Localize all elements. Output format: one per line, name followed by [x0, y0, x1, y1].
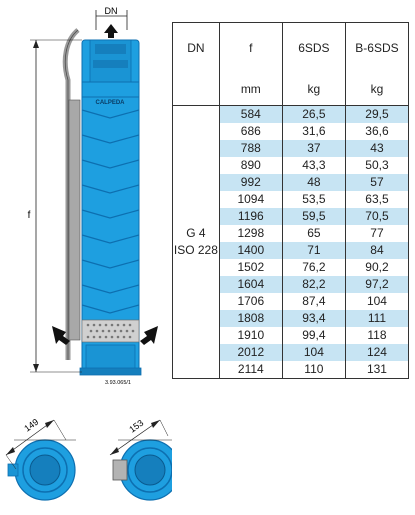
f-label: f	[27, 210, 31, 221]
cell-f: 2114	[219, 361, 282, 379]
cell-b6sds: 131	[345, 361, 408, 379]
cell-b6sds: 118	[345, 327, 408, 344]
cable-guard	[69, 100, 80, 340]
inlet-arrow-right-icon	[140, 326, 158, 345]
cell-f: 1808	[219, 310, 282, 327]
unit-dn	[173, 73, 220, 106]
cell-f: 584	[219, 106, 282, 124]
cell-b6sds: 90,2	[345, 259, 408, 276]
header-6sds: 6SDS	[282, 23, 345, 74]
dn-value-line2: ISO 228	[173, 243, 218, 257]
cell-b6sds: 29,5	[345, 106, 408, 124]
cell-6sds: 87,4	[282, 293, 345, 310]
cell-6sds: 65	[282, 225, 345, 242]
cell-6sds: 71	[282, 242, 345, 259]
cross-section-6sds	[8, 440, 76, 500]
diameter-label-left: 149	[22, 416, 41, 434]
header-b6sds: B-6SDS	[345, 23, 408, 74]
cell-f: 1604	[219, 276, 282, 293]
motor-section	[86, 345, 135, 369]
dn-value-line1: G 4	[186, 226, 206, 240]
cell-b6sds: 77	[345, 225, 408, 242]
cell-6sds: 48	[282, 174, 345, 191]
cell-f: 1706	[219, 293, 282, 310]
cell-f: 992	[219, 174, 282, 191]
cell-6sds: 31,6	[282, 123, 345, 140]
dn-label: DN	[104, 6, 118, 16]
cell-6sds: 26,5	[282, 106, 345, 124]
cell-b6sds: 111	[345, 310, 408, 327]
cell-f: 1298	[219, 225, 282, 242]
cell-6sds: 82,2	[282, 276, 345, 293]
cell-f: 1400	[219, 242, 282, 259]
cell-f: 1196	[219, 208, 282, 225]
header-f: f	[219, 23, 282, 74]
brand-label: CALPEDA	[95, 100, 125, 106]
cell-6sds: 53,5	[282, 191, 345, 208]
cell-6sds: 110	[282, 361, 345, 379]
cell-6sds: 43,3	[282, 157, 345, 174]
cell-f: 890	[219, 157, 282, 174]
cell-f: 1910	[219, 327, 282, 344]
cell-b6sds: 124	[345, 344, 408, 361]
cell-6sds: 99,4	[282, 327, 345, 344]
cell-b6sds: 70,5	[345, 208, 408, 225]
cell-b6sds: 43	[345, 140, 408, 157]
cell-b6sds: 50,3	[345, 157, 408, 174]
cross-section-b6sds	[113, 440, 172, 500]
dn-value-cell	[173, 106, 220, 379]
cell-f: 2012	[219, 344, 282, 361]
unit-b6sds: kg	[345, 73, 408, 106]
header-dn: DN	[173, 23, 220, 74]
cell-f: 1502	[219, 259, 282, 276]
cell-b6sds: 97,2	[345, 276, 408, 293]
table-row	[173, 106, 409, 124]
cell-f: 1094	[219, 191, 282, 208]
cell-b6sds: 63,5	[345, 191, 408, 208]
table-header-row	[173, 23, 409, 74]
cell-f: 686	[219, 123, 282, 140]
diameter-label-right: 153	[127, 417, 146, 435]
cell-6sds: 104	[282, 344, 345, 361]
cell-b6sds: 57	[345, 174, 408, 191]
unit-6sds: kg	[282, 73, 345, 106]
cell-6sds: 59,5	[282, 208, 345, 225]
pump-drawing	[0, 0, 172, 515]
cell-6sds: 37	[282, 140, 345, 157]
spec-table	[172, 22, 409, 379]
cell-6sds: 93,4	[282, 310, 345, 327]
drawing-code: 3.93.065/1	[105, 380, 131, 386]
arrow-up-icon	[104, 24, 118, 38]
cell-b6sds: 36,6	[345, 123, 408, 140]
cell-b6sds: 84	[345, 242, 408, 259]
table-unit-row	[173, 73, 409, 106]
cell-f: 788	[219, 140, 282, 157]
cell-b6sds: 104	[345, 293, 408, 310]
cell-6sds: 76,2	[282, 259, 345, 276]
unit-f: mm	[219, 73, 282, 106]
